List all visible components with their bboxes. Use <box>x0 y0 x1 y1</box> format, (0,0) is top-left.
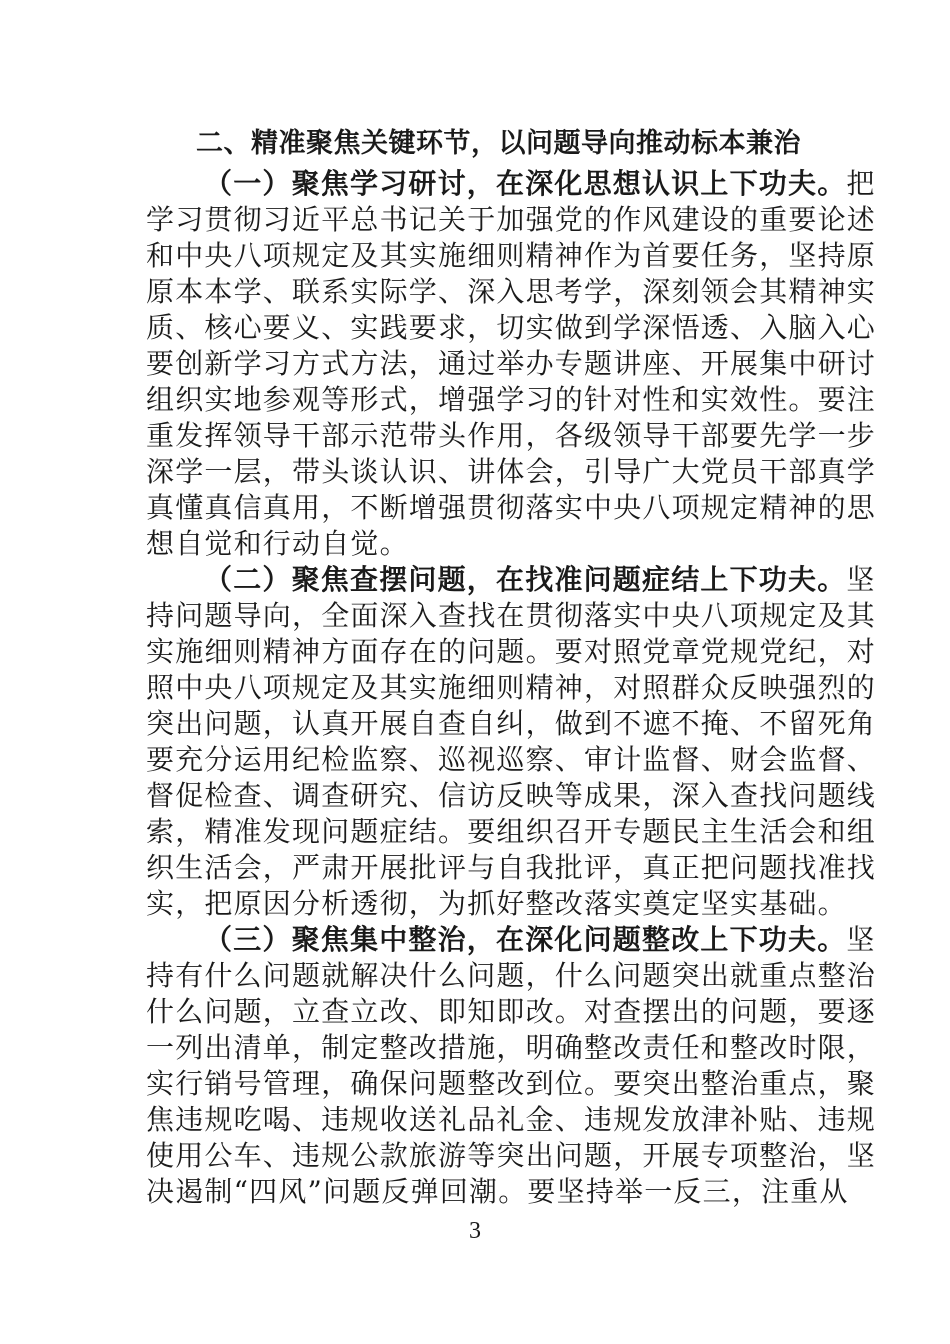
paragraph-line: 要充分运用纪检监察、巡视巡察、审计监督、财会监督、 <box>146 743 877 776</box>
paragraph-text: 坚 <box>846 923 876 956</box>
paragraph-line: 一列出清单，制定整改措施，明确整改责任和整改时限， <box>146 1031 877 1064</box>
paragraph-line <box>204 560 876 600</box>
paragraph-line: 突出问题，认真开展自查自纠，做到不遮不掩、不留死角 <box>146 707 877 740</box>
paragraph-line: 照中央八项规定及其实施细则精神，对照群众反映强烈的 <box>146 671 877 704</box>
paragraph-line: 持问题导向，全面深入查找在贯彻落实中央八项规定及其 <box>146 599 877 632</box>
paragraph-line: 织生活会，严肃开展批评与自我批评，真正把问题找准找 <box>146 851 877 884</box>
paragraph-lead: （二）聚焦查摆问题，在找准问题症结上下功夫。 <box>204 563 847 596</box>
paragraph-line: 组织实地参观等形式，增强学习的针对性和实效性。要注 <box>146 383 877 416</box>
paragraph-line: 什么问题，立查立改、即知即改。对查摆出的问题，要逐 <box>146 995 877 1028</box>
page-number: 3 <box>469 1218 481 1244</box>
paragraph-line: 焦违规吃喝、违规收送礼品礼金、违规发放津补贴、违规 <box>146 1103 877 1136</box>
paragraph-line: 督促检查、调查研究、信访反映等成果，深入查找问题线 <box>146 779 877 812</box>
paragraph-line: 原本本学、联系实际学、深入思考学，深刻领会其精神实 <box>146 275 877 308</box>
paragraph-line: 深学一层，带头谈认识、讲体会，引导广大党员干部真学 <box>146 455 877 488</box>
paragraph-line: 实，把原因分析透彻，为抓好整改落实奠定坚实基础。 <box>146 887 847 920</box>
paragraph-line: 要创新学习方式方法，通过举办专题讲座、开展集中研讨 <box>146 347 877 380</box>
paragraph-line: 使用公车、违规公款旅游等突出问题，开展专项整治，坚 <box>146 1139 877 1172</box>
section-heading: 二、精准聚焦关键环节，以问题导向推动标本兼治 <box>196 128 801 159</box>
paragraph-line: 重发挥领导干部示范带头作用，各级领导干部要先学一步 <box>146 419 877 452</box>
paragraph-lead: （三）聚焦集中整治，在深化问题整改上下功夫。 <box>204 923 847 956</box>
paragraph-line: 和中央八项规定及其实施细则精神作为首要任务，坚持原 <box>146 239 877 272</box>
paragraph-line: 想自觉和行动自觉。 <box>146 527 409 560</box>
paragraph-line <box>204 920 876 960</box>
paragraph-line: 索，精准发现问题症结。要组织召开专题民主生活会和组 <box>146 815 877 848</box>
paragraph-line <box>204 164 876 204</box>
paragraph-line: 质、核心要义、实践要求，切实做到学深悟透、入脑入心 <box>146 311 877 344</box>
paragraph-lead: （一）聚焦学习研讨，在深化思想认识上下功夫。 <box>204 167 847 200</box>
paragraph-line: 持有什么问题就解决什么问题，什么问题突出就重点整治 <box>146 959 877 992</box>
paragraph-line: 学习贯彻习近平总书记关于加强党的作风建设的重要论述 <box>146 203 877 236</box>
paragraph-text: 把 <box>846 167 876 200</box>
paragraph-line: 真懂真信真用，不断增强贯彻落实中央八项规定精神的思 <box>146 491 877 524</box>
paragraph-line: 决遏制“四风”问题反弹回潮。要坚持举一反三，注重从 <box>146 1175 849 1208</box>
paragraph-line: 实施细则精神方面存在的问题。要对照党章党规党纪，对 <box>146 635 877 668</box>
paragraph-text: 坚 <box>846 563 876 596</box>
paragraph-line: 实行销号管理，确保问题整改到位。要突出整治重点，聚 <box>146 1067 877 1100</box>
